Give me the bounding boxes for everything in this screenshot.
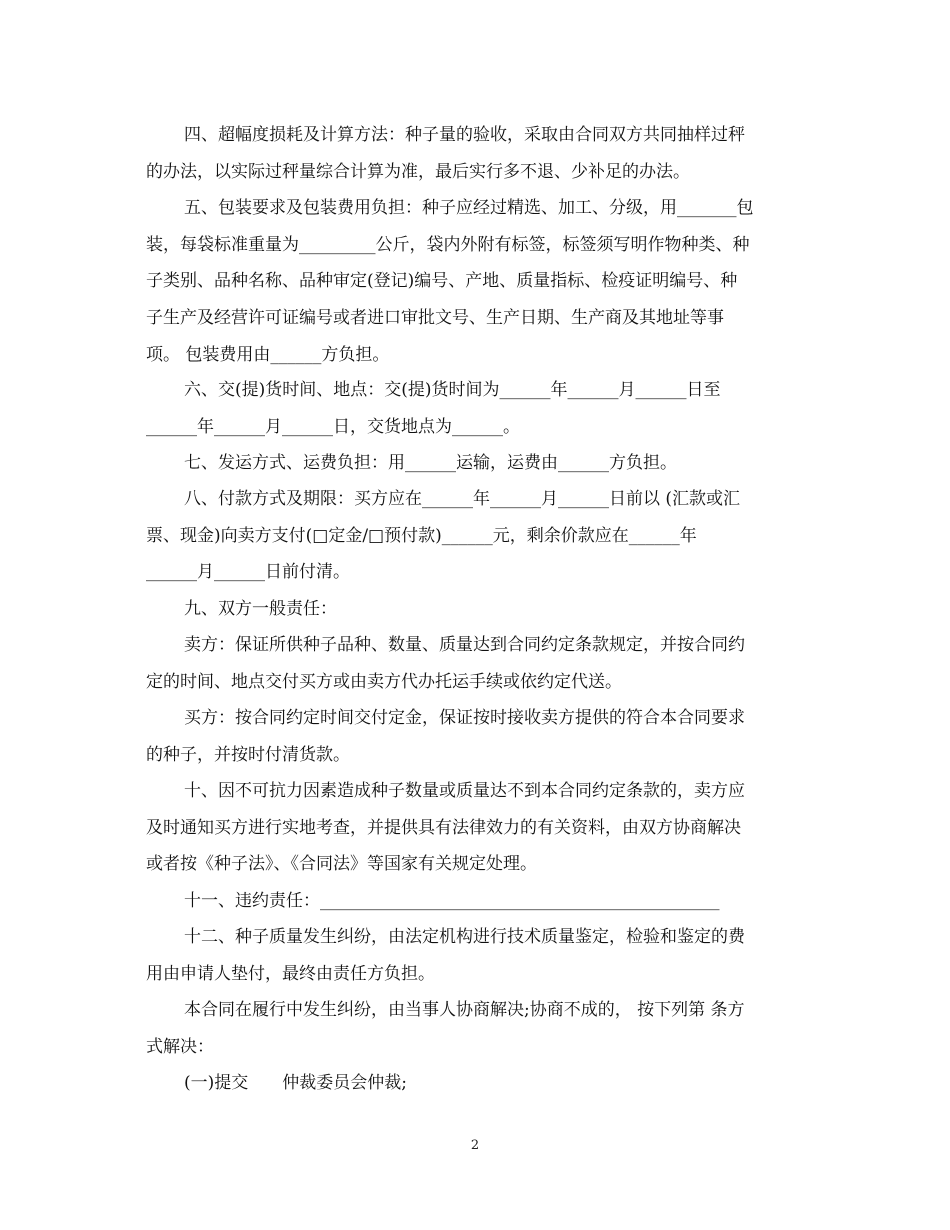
text-line: 的办法，以实际过秤量综合计算为准，最后实行多不退、少补足的办法。	[146, 161, 690, 182]
paragraph-7	[184, 445, 677, 482]
paragraph-13	[146, 992, 745, 1065]
text-line: 九、双方一般责任：	[184, 599, 337, 619]
text-line: 用由申请人垫付，最终由责任方负担。	[146, 963, 435, 984]
paragraph-5	[146, 190, 754, 373]
text-line: 卖方：保证所供种子品种、数量、质量达到合同约定条款规定，并按合同约	[184, 635, 745, 655]
text-line: ______月______日前付清。	[146, 562, 350, 583]
text-line: 六、交(提)货时间、地点：交(提)货时间为______年______月______日至	[184, 380, 721, 400]
text-line: 买方：按合同约定时间交付定金，保证按时接收卖方提供的符合本合同要求	[184, 708, 745, 728]
text-line: 定的时间、地点交付买方或由卖方代办托运手续或依约定代送。	[146, 671, 622, 692]
text-line: 或者按《种子法》、《合同法》等国家有关规定处理。	[146, 854, 537, 875]
text-line: 及时通知买方进行实地考查，并提供具有法律效力的有关资料，由双方协商解决	[146, 817, 741, 838]
paragraph-6	[146, 372, 721, 445]
paragraph-14	[184, 1065, 407, 1102]
paragraph-9	[184, 591, 337, 628]
text-line: 的种子，并按时付清货款。	[146, 744, 350, 765]
text-line: 十一、违约责任：_______________________________________________	[184, 891, 720, 911]
text-line: 式解决：	[146, 1036, 214, 1057]
text-line: 五、包装要求及包装费用负担：种子应经过精选、加工、分级，用_______包	[184, 198, 754, 218]
text-line: 子生产及经营许可证编号或者进口审批文号、生产日期、生产商及其地址等事	[146, 308, 724, 329]
text-line: 十二、种子质量发生纠纷，由法定机构进行技术质量鉴定，检验和鉴定的费	[184, 927, 745, 947]
paragraph-10	[146, 773, 745, 883]
text-line: 票、现金)向卖方支付(□定金/□预付款)______元，剩余价款应在______年	[146, 525, 697, 546]
paragraph-11	[184, 883, 720, 920]
text-line: 七、发运方式、运费负担：用______运输，运费由______方负担。	[184, 453, 677, 473]
text-line: 项。 包装费用由______方负担。	[146, 344, 390, 365]
text-line: 八、付款方式及期限：买方应在______年______月______日前以 (汇款或汇	[184, 489, 741, 509]
text-line: 子类别、品种名称、品种审定(登记)编号、产地、质量指标、检疫证明编号、种	[146, 271, 738, 292]
text-line: 四、超幅度损耗及计算方法：种子量的验收，采取由合同双方共同抽样过秤	[184, 125, 745, 145]
text-line: 装，每袋标准重量为_________公斤，袋内外附有标签，标签须写明作物种类、种	[146, 234, 750, 255]
paragraph-4	[146, 117, 745, 190]
page-number: 2	[470, 1138, 480, 1153]
paragraph-12	[146, 919, 745, 992]
text-line: (一)提交 仲裁委员会仲裁;	[184, 1073, 407, 1093]
paragraph-9-buyer	[146, 700, 745, 773]
paragraph-9-seller	[146, 627, 745, 700]
paragraph-8	[146, 481, 741, 591]
text-line: ______年______月______日，交货地点为______。	[146, 416, 520, 437]
text-line: 十、因不可抗力因素造成种子数量或质量达不到本合同约定条款的，卖方应	[184, 781, 745, 801]
text-line: 本合同在履行中发生纠纷，由当事人协商解决;协商不成的， 按下列第 条方	[184, 1000, 745, 1020]
